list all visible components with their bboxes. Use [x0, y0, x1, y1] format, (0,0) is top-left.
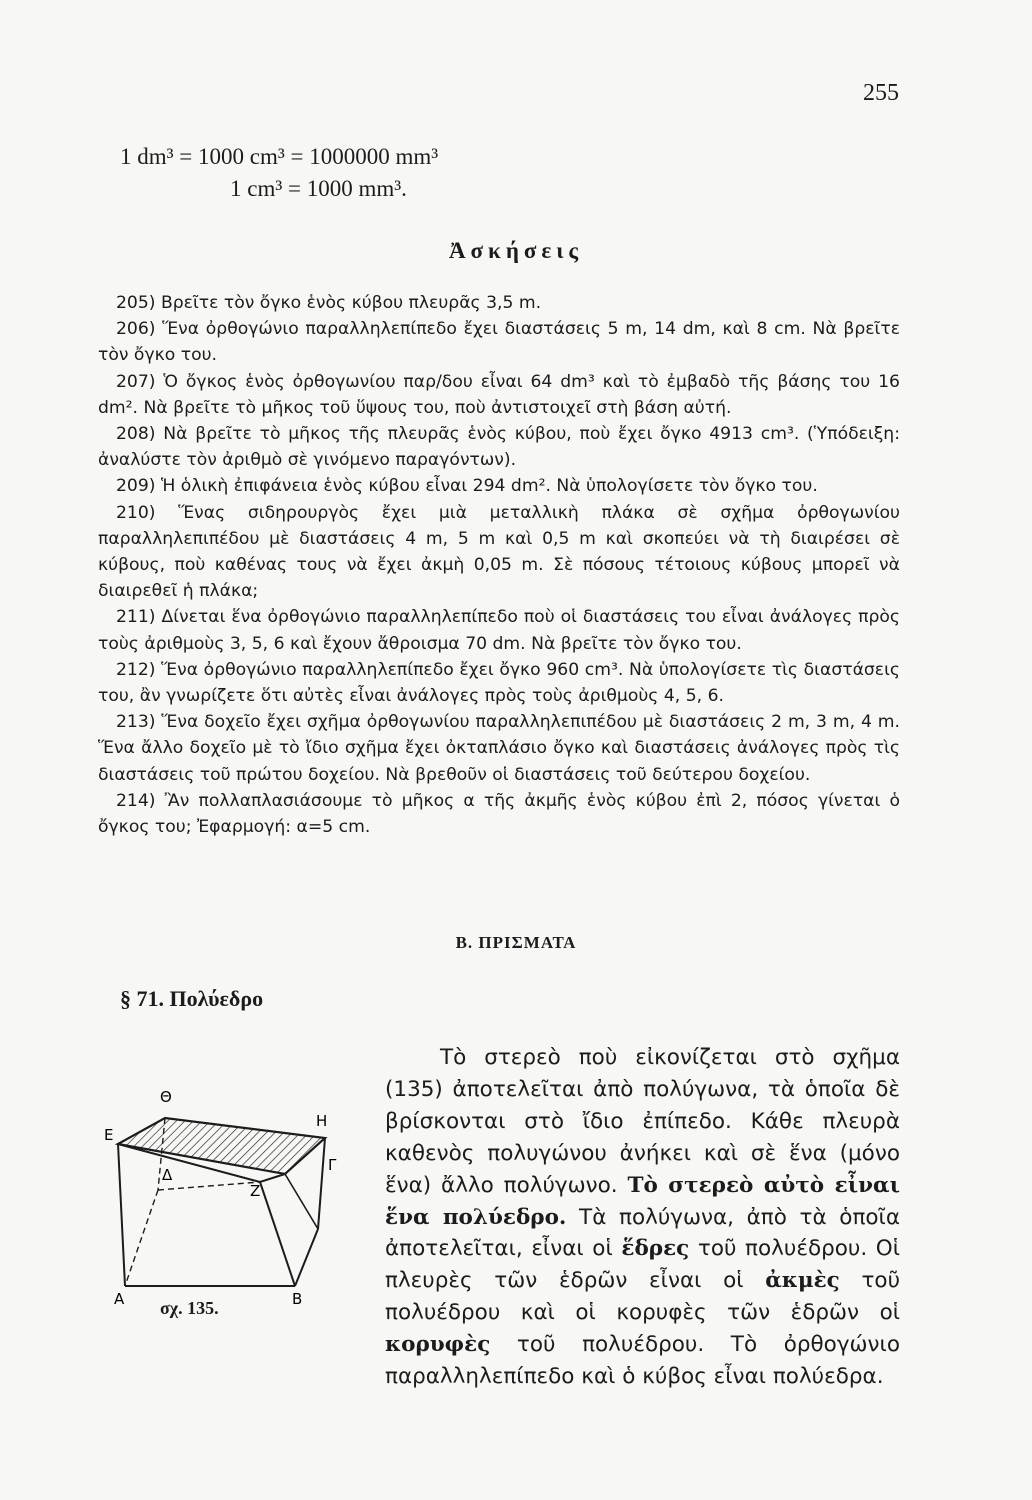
text-run: τοῦ πολυέδρου. Οἱ πλευρὲς τῶν ἑδρῶν εἶναι οἱ	[385, 1236, 901, 1294]
exercise-212: 212) Ἕνα ὀρθογώνιο παραλληλεπίπεδο ἔχει ὄγκο 960 cm³. Νὰ ὑπολογίσετε τὶς διαστάσεις του, ἂν γνωρίζετε ὅτι αὐτὲς εἶναι ἀνάλογες πρὸς τοὺς ἀριθμοὺς 4, 5, 6.	[98, 659, 900, 707]
figure-caption: σχ. 135.	[160, 1298, 219, 1318]
exercise-213: 213) Ἕνα δοχεῖο ἔχει σχῆμα ὀρθογωνίου παραλληλεπιπέδου μὲ διαστάσεις 2 m, 3 m, 4 m. Ἕνα ἄλλο δοχεῖο μὲ τὸ ἴδιο σχῆμα ἔχει ὀκταπλάσιο ὄγκο καὶ διαστάσεις ἀνάλογες πρὸς τὶς διαστάσεις τοῦ πρώτου δοχείου. Νὰ βρεθοῦν οἱ διαστάσεις τοῦ δεύτερου δοχείου.	[98, 712, 900, 785]
bold-term-edges: ἀκμὲς	[765, 1268, 840, 1294]
shaded-top-face	[118, 1118, 325, 1174]
label-epsilon: Ε	[104, 1126, 114, 1144]
exercise-209: 209) Ἡ ὁλικὴ ἐπιφάνεια ἑνὸς κύβου εἶναι 294 dm². Νὰ ὑπολογίσετε τὸν ὄγκο του.	[116, 476, 818, 497]
label-eta: Η	[316, 1112, 328, 1130]
exercise-211: 211) Δίνεται ἕνα ὀρθογώνιο παραλληλεπίπεδο ποὺ οἱ διαστάσεις του εἶναι ἀνάλογες πρὸς τοὺς ἀριθμοὺς 3, 5, 6 καὶ ἔχουν ἄθροισμα 70 dm. Νὰ βρεῖτε τὸν ὄγκο του.	[98, 607, 900, 654]
text-run: Τὸ στερεὸ ποὺ εἰκονίζεται στὸ σχῆμα (135) ἀποτελεῖται ἀπὸ πολύγωνα, τὰ ὁποῖα δὲ βρίσκονται στὸ ἴδιο ἐπίπεδο. Κάθε πλευρὰ καθενὸς πολυγώνου ἀνήκει καὶ σὲ ἕνα (μόνο ἕνα) ἄλλο πολύγωνο.	[385, 1045, 900, 1198]
exercises-heading: Ἀσκήσεις	[448, 238, 584, 263]
bold-term-vertices: κορυφὲς	[385, 1332, 491, 1358]
label-beta: Β	[292, 1290, 303, 1308]
exercise-210: 210) Ἕνας σιδηρουργὸς ἔχει μιὰ μεταλλικὴ πλάκα σὲ σχῆμα ὀρθογωνίου παραλληλεπιπέδου μὲ διαστάσεις 4 m, 5 m καὶ 0,5 m καὶ σκοπεύει νὰ τὴ διαιρέσει σὲ κύβους, ποὺ καθένας τους νὰ ἔχει ἀκμὴ 0,05 m. Σὲ πόσους τέτοιους κύβους μπορεῖ νὰ διαιρεθεῖ ἡ πλάκα;	[98, 502, 900, 602]
label-zeta: Ζ	[250, 1182, 261, 1200]
bold-definition: Τὸ στερεὸ αὐτὸ εἶναι ἕνα πολύεδρο.	[385, 1172, 900, 1230]
unit-conversion-line-1: 1 dm³ = 1000 cm³ = 1000000 mm³	[120, 144, 439, 169]
exercise-205: 205) Βρεῖτε τὸν ὄγκο ἑνὸς κύβου πλευρᾶς 3,5 m.	[116, 293, 542, 313]
text-run: τοῦ πολυέδρου καὶ οἱ κορυφὲς τῶν ἑδρῶν οἱ	[385, 1268, 901, 1326]
label-gamma: Γ	[328, 1156, 337, 1174]
polyhedron-figure	[100, 1078, 350, 1328]
label-theta: Θ	[160, 1088, 172, 1106]
text-run: Τὰ πολύγωνα, ἀπὸ τὰ ὁποῖα ἀποτελεῖται, εἶναι οἱ	[385, 1204, 900, 1262]
exercise-208: 208) Νὰ βρεῖτε τὸ μῆκος τῆς πλευρᾶς ἑνὸς κύβου, ποὺ ἔχει ὄγκο 4913 cm³. (Ὑπόδειξη: ἀναλύστε τὸν ἀριθμὸ σὲ γινόμενο παραγόντων).	[98, 424, 900, 471]
text-run: τοῦ πολυέδρου. Τὸ ὀρθογώνιο παραλληλεπίπεδο καὶ ὁ κύβος εἶναι πολύεδρα.	[385, 1332, 900, 1390]
exercise-207: 207) Ὁ ὄγκος ἑνὸς ὀρθογωνίου παρ/δου εἶναι 64 dm³ καὶ τὸ ἐμβαδὸ τῆς βάσης του 16 dm². Νὰ βρεῖτε τὸ μῆκος τοῦ ὕψους του, ποὺ ἀντιστοιχεῖ στὴ βάση αὐτή.	[98, 371, 900, 418]
polyhedron-definition	[385, 1042, 900, 1393]
subsection-heading: § 71. Πολύεδρο	[120, 986, 264, 1011]
bold-term-faces: ἕδρες	[621, 1236, 690, 1262]
section-heading: Β. ΠΡΙΣΜΑΤΑ	[455, 933, 577, 952]
polyhedron-diagram	[100, 1078, 350, 1308]
definition-paragraph	[385, 1042, 900, 1393]
label-delta: Δ	[162, 1166, 173, 1184]
exercise-206: 206) Ἕνα ὀρθογώνιο παραλληλεπίπεδο ἔχει διαστάσεις 5 m, 14 dm, καὶ 8 cm. Νὰ βρεῖτε τὸν ὄγκο του.	[98, 319, 900, 366]
exercise-214: 214) Ἂν πολλαπλασιάσουμε τὸ μῆκος α τῆς ἀκμῆς ἑνὸς κύβου ἐπὶ 2, πόσος γίνεται ὁ ὄγκος του; Ἐφαρμογή: α=5 cm.	[98, 790, 900, 838]
label-alpha: Α	[114, 1290, 125, 1308]
unit-conversion-line-2: 1 cm³ = 1000 mm³.	[230, 176, 407, 201]
exercise-list	[98, 290, 900, 840]
page-number: 255	[863, 80, 899, 106]
